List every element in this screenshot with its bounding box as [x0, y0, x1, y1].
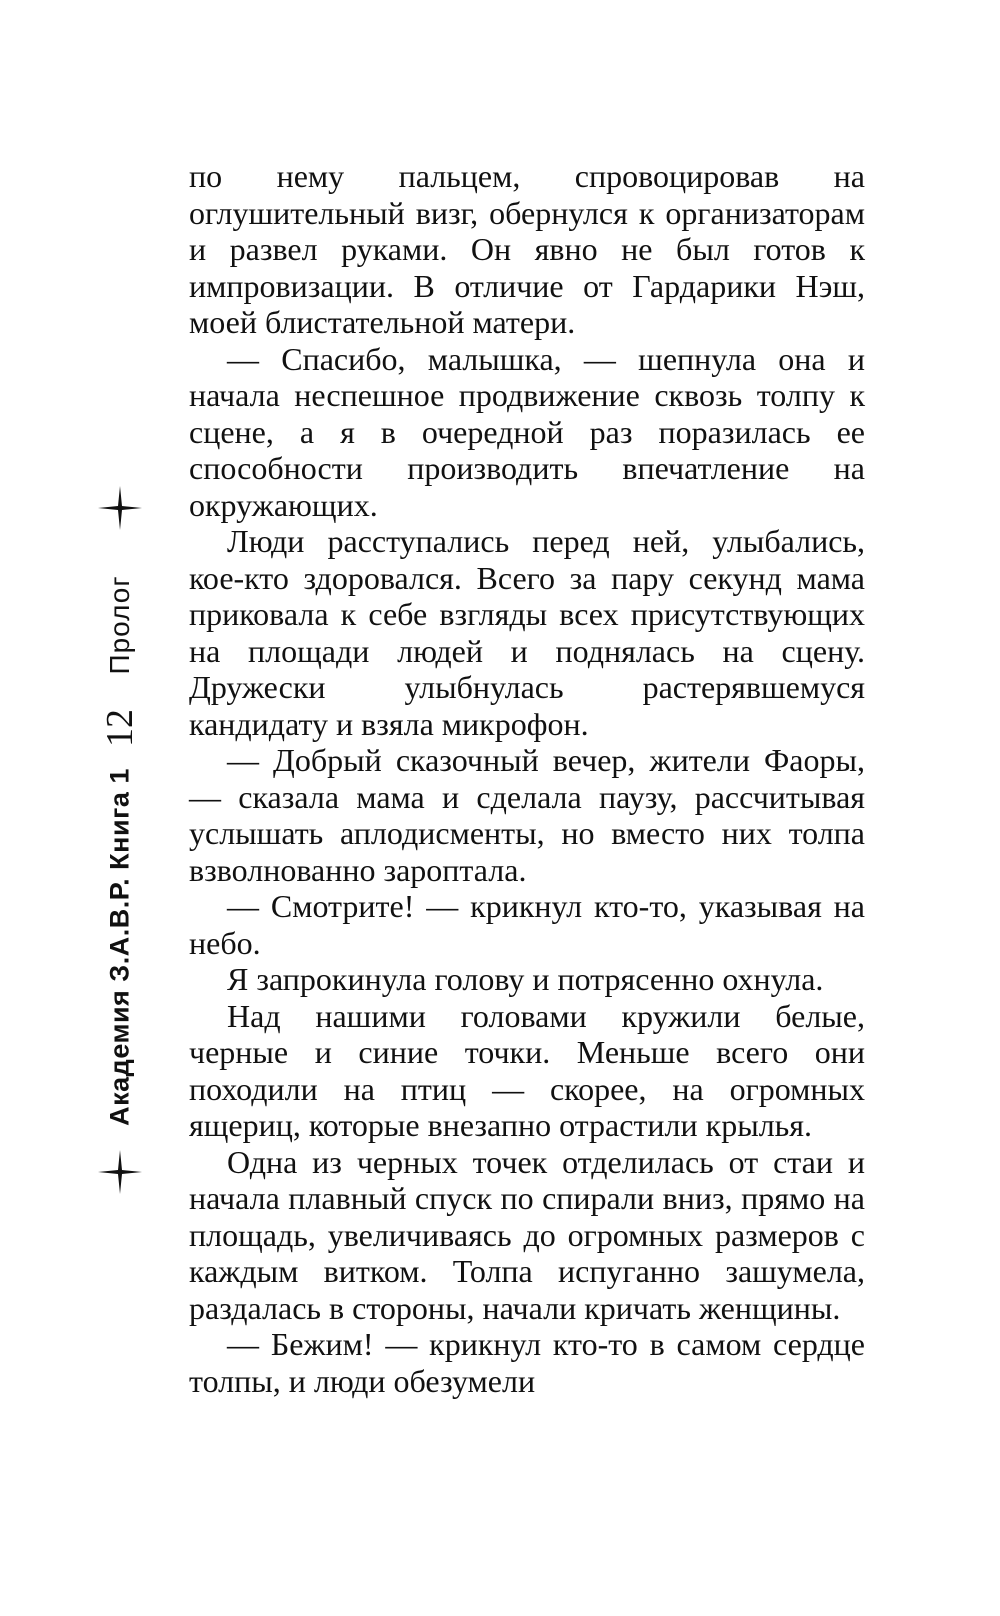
chapter-title: Пролог	[104, 575, 135, 675]
paragraph: — Спасибо, малышка, — шепнула она и начала неспешное продвижение сквозь толпу к сцене, а я в очередной раз поразилась ее способности производить впечатление на окружающих.	[189, 340, 865, 523]
paragraph: — Смотрите! — крикнул кто-то, указывая на небо.	[189, 888, 865, 961]
paragraph: — Бежим! — крикнул кто-то в самом сердце толпы, и люди обезумели	[189, 1326, 865, 1399]
paragraph: по нему пальцем, спровоцировав на оглушительный визг, обернулся к организаторам и развел руками. Он явно не был готов к импровизации. В отличие от Гардарики Нэш, моей блистательной матери.	[189, 158, 865, 340]
page-number: 12	[99, 709, 141, 747]
book-title: Академия З.А.В.Р. Книга 1	[104, 768, 135, 1126]
paragraph: Я запрокинула голову и потрясенно охнула.	[227, 961, 824, 997]
running-header	[70, 0, 170, 1616]
paragraph: Люди расступались перед ней, улыбались, кое-кто здоровался. Всего за пару секунд мама приковала к себе взгляды всех присутствующих на площади людей и поднялась на сцену. Дружески улыбнулась растерявшемуся кандидату и взяла микрофон.	[189, 523, 865, 742]
body-text	[189, 158, 865, 1399]
paragraph: Одна из черных точек отделилась от стаи и начала плавный спуск по спирали вниз, прямо на площадь, увеличиваясь до огромных размеров с каждым витком. Толпа испуганно зашумела, раздалась в стороны, начали кричать женщины.	[189, 1143, 865, 1326]
paragraph: — Добрый сказочный вечер, жители Фаоры, — сказала мама и сделала паузу, рассчитывая услышать аплодисменты, но вместо них толпа взволнованно зароптала.	[189, 742, 865, 888]
paragraph: Над нашими головами кружили белые, черные и синие точки. Меньше всего они походили на птиц — скорее, на огромных ящериц, которые внезапно отрастили крылья.	[189, 997, 865, 1143]
